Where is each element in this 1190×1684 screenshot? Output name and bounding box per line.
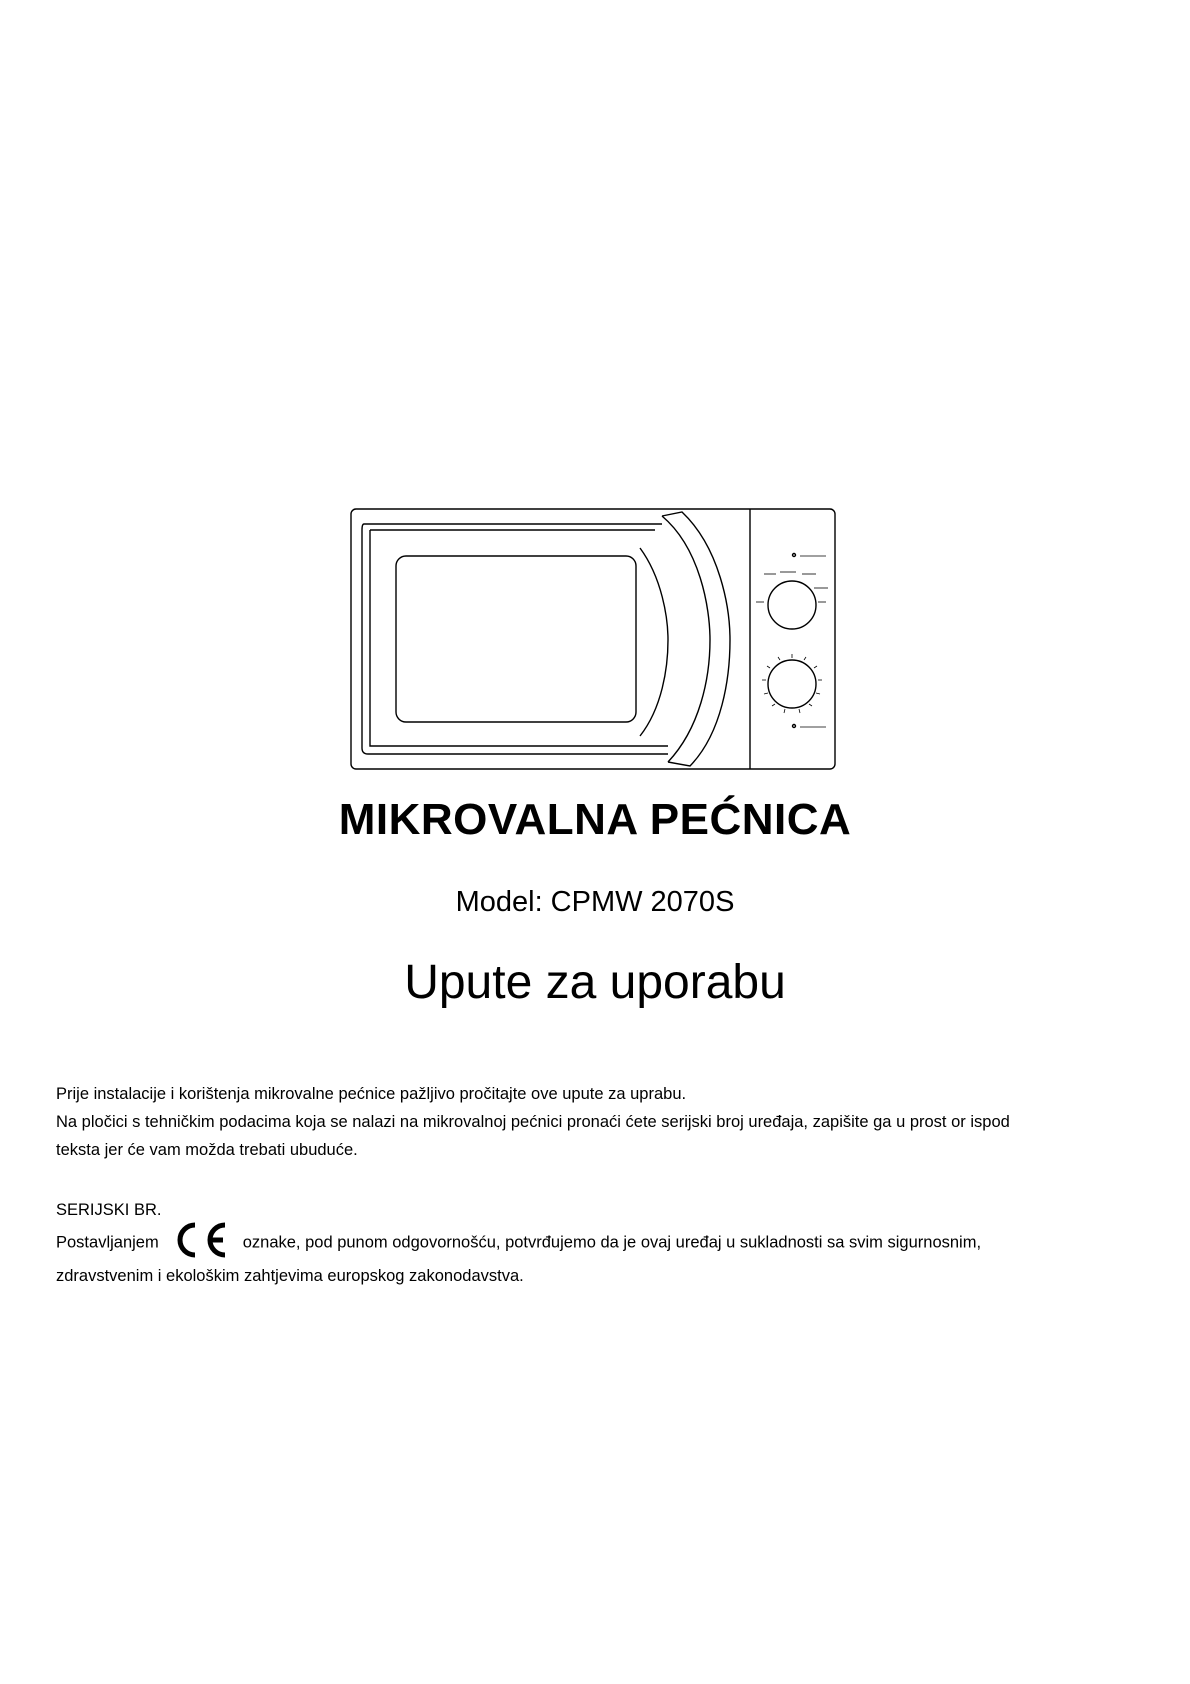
intro-line: Na pločici s tehničkim podacima koja se nalazi na mikrovalnoj pećnici pronaći ćete serijski broj uređaja, zapišite ga u prost or ispod [56,1113,1010,1131]
ce-statement-line-2: zdravstvenim i ekološkim zahtjevima europskog zakonodavstva. [56,1267,524,1285]
ce-before-text: Postavljanjem [56,1233,159,1252]
serial-label: SERIJSKI BR. [56,1201,162,1219]
ce-mark-icon [173,1221,229,1259]
intro-paragraph [56,1080,1146,1164]
document-subtitle: Upute za uporabu [404,956,786,1009]
serial-and-ce-section [56,1196,1146,1290]
microwave-illustration [350,508,836,770]
document-title: MIKROVALNA PEĆNICA [338,795,852,844]
intro-line: Prije instalacije i korištenja mikrovalne pećnice pažljivo pročitajte ove upute za uprabu. [56,1085,687,1103]
intro-line: teksta jer će vam možda trebati ubuduće. [56,1141,358,1159]
ce-after-text: oznake, pod punom odgovornošću, potvrđujemo da je ovaj uređaj u sukladnosti sa svim sigurnosnim, [242,1233,982,1252]
ce-statement-line [56,1224,1146,1262]
model-number: Model: CPMW 2070S [455,886,735,918]
